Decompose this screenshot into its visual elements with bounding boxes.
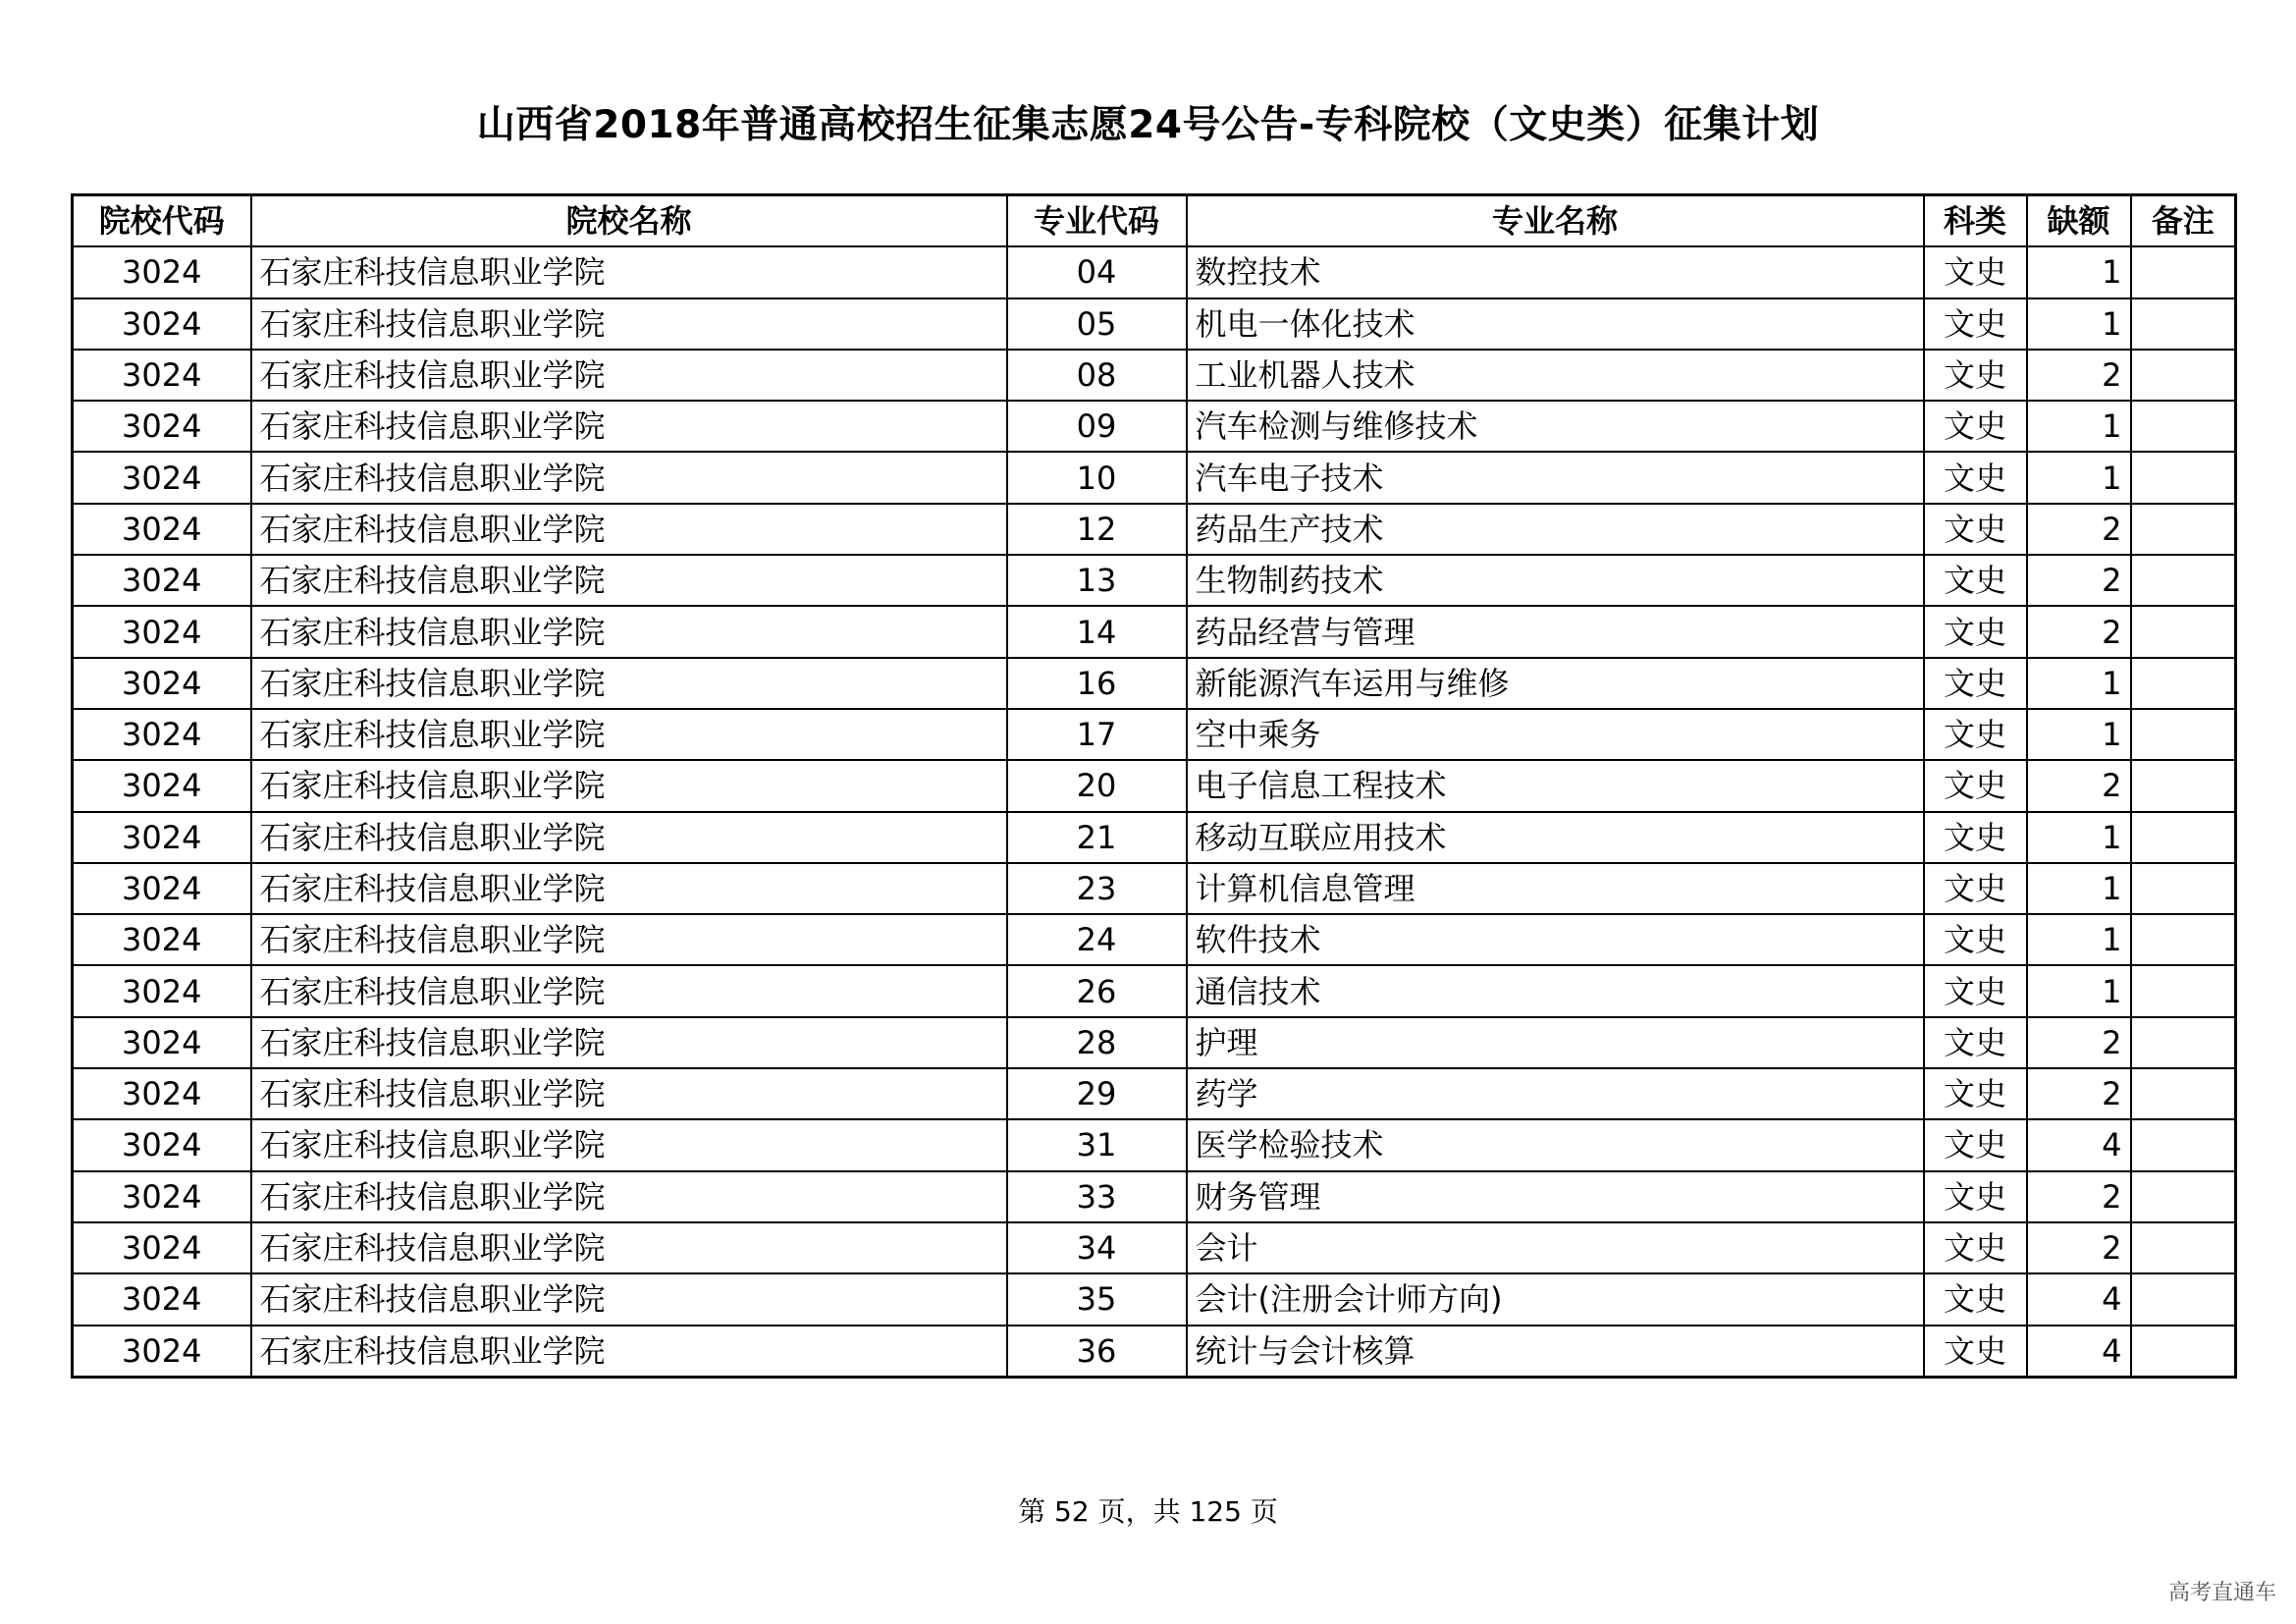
- cell-school-code: 3024: [73, 1326, 251, 1378]
- cell-school-code: 3024: [73, 760, 251, 811]
- cell-school-code: 3024: [73, 298, 251, 350]
- cell-remarks: [2131, 555, 2236, 606]
- header-school-name: 院校名称: [251, 195, 1007, 247]
- cell-remarks: [2131, 401, 2236, 452]
- table-row: [73, 812, 2236, 863]
- cell-remarks: [2131, 350, 2236, 401]
- cell-major-code: 14: [1007, 606, 1187, 657]
- cell-category: 文史: [1924, 658, 2027, 709]
- cell-major-code: 17: [1007, 709, 1187, 760]
- cell-major-code: 08: [1007, 350, 1187, 401]
- cell-school-code: 3024: [73, 812, 251, 863]
- cell-school-name: 石家庄科技信息职业学院: [251, 401, 1007, 452]
- cell-category: 文史: [1924, 812, 2027, 863]
- cell-school-code: 3024: [73, 965, 251, 1016]
- cell-category: 文史: [1924, 246, 2027, 298]
- cell-major-code: 04: [1007, 246, 1187, 298]
- cell-school-name: 石家庄科技信息职业学院: [251, 606, 1007, 657]
- cell-school-name: 石家庄科技信息职业学院: [251, 658, 1007, 709]
- cell-remarks: [2131, 246, 2236, 298]
- cell-school-code: 3024: [73, 1068, 251, 1119]
- header-vacancy: 缺额: [2027, 195, 2131, 247]
- cell-school-code: 3024: [73, 401, 251, 452]
- cell-vacancy: 2: [2027, 1017, 2131, 1068]
- cell-school-code: 3024: [73, 350, 251, 401]
- cell-school-code: 3024: [73, 452, 251, 503]
- cell-major-name: 财务管理: [1187, 1171, 1924, 1222]
- cell-major-name: 机电一体化技术: [1187, 298, 1924, 350]
- cell-major-name: 空中乘务: [1187, 709, 1924, 760]
- cell-vacancy: 4: [2027, 1326, 2131, 1378]
- cell-remarks: [2131, 1326, 2236, 1378]
- table-row: [73, 760, 2236, 811]
- cell-remarks: [2131, 1171, 2236, 1222]
- cell-category: 文史: [1924, 504, 2027, 555]
- cell-remarks: [2131, 504, 2236, 555]
- cell-school-code: 3024: [73, 863, 251, 914]
- cell-school-code: 3024: [73, 658, 251, 709]
- cell-major-name: 会计(注册会计师方向): [1187, 1273, 1924, 1325]
- cell-remarks: [2131, 1222, 2236, 1273]
- table-row: [73, 1273, 2236, 1325]
- table-row: [73, 298, 2236, 350]
- cell-vacancy: 1: [2027, 658, 2131, 709]
- cell-major-name: 电子信息工程技术: [1187, 760, 1924, 811]
- cell-category: 文史: [1924, 914, 2027, 965]
- cell-category: 文史: [1924, 863, 2027, 914]
- table-row: [73, 658, 2236, 709]
- cell-major-name: 药品经营与管理: [1187, 606, 1924, 657]
- table-row: [73, 1119, 2236, 1170]
- cell-major-code: 16: [1007, 658, 1187, 709]
- cell-remarks: [2131, 1017, 2236, 1068]
- cell-category: 文史: [1924, 1326, 2027, 1378]
- cell-category: 文史: [1924, 606, 2027, 657]
- cell-major-name: 计算机信息管理: [1187, 863, 1924, 914]
- cell-major-code: 36: [1007, 1326, 1187, 1378]
- cell-school-name: 石家庄科技信息职业学院: [251, 1068, 1007, 1119]
- cell-major-name: 药学: [1187, 1068, 1924, 1119]
- table-row: [73, 452, 2236, 503]
- cell-remarks: [2131, 1119, 2236, 1170]
- cell-remarks: [2131, 709, 2236, 760]
- cell-school-name: 石家庄科技信息职业学院: [251, 1326, 1007, 1378]
- cell-category: 文史: [1924, 1017, 2027, 1068]
- cell-school-code: 3024: [73, 1017, 251, 1068]
- cell-vacancy: 1: [2027, 863, 2131, 914]
- header-category: 科类: [1924, 195, 2027, 247]
- cell-major-code: 31: [1007, 1119, 1187, 1170]
- cell-school-name: 石家庄科技信息职业学院: [251, 760, 1007, 811]
- cell-category: 文史: [1924, 1171, 2027, 1222]
- header-major-code: 专业代码: [1007, 195, 1187, 247]
- cell-remarks: [2131, 1068, 2236, 1119]
- cell-vacancy: 1: [2027, 965, 2131, 1016]
- cell-major-name: 医学检验技术: [1187, 1119, 1924, 1170]
- cell-remarks: [2131, 863, 2236, 914]
- cell-major-code: 24: [1007, 914, 1187, 965]
- cell-major-name: 工业机器人技术: [1187, 350, 1924, 401]
- cell-vacancy: 1: [2027, 298, 2131, 350]
- watermark-text: 高考直通车: [2167, 1581, 2276, 1605]
- table-row: [73, 1068, 2236, 1119]
- cell-major-code: 05: [1007, 298, 1187, 350]
- cell-remarks: [2131, 452, 2236, 503]
- table-row: [73, 1171, 2236, 1222]
- header-major-name: 专业名称: [1187, 195, 1924, 247]
- cell-school-code: 3024: [73, 709, 251, 760]
- cell-school-code: 3024: [73, 1222, 251, 1273]
- cell-major-code: 23: [1007, 863, 1187, 914]
- cell-major-code: 21: [1007, 812, 1187, 863]
- cell-category: 文史: [1924, 965, 2027, 1016]
- cell-category: 文史: [1924, 760, 2027, 811]
- cell-vacancy: 4: [2027, 1119, 2131, 1170]
- cell-category: 文史: [1924, 555, 2027, 606]
- page-number: 第 52 页，共 125 页: [1018, 1495, 1278, 1528]
- cell-major-name: 统计与会计核算: [1187, 1326, 1924, 1378]
- cell-category: 文史: [1924, 709, 2027, 760]
- cell-remarks: [2131, 760, 2236, 811]
- cell-vacancy: 2: [2027, 606, 2131, 657]
- cell-school-code: 3024: [73, 914, 251, 965]
- cell-school-name: 石家庄科技信息职业学院: [251, 504, 1007, 555]
- cell-remarks: [2131, 812, 2236, 863]
- cell-school-code: 3024: [73, 1171, 251, 1222]
- cell-school-code: 3024: [73, 606, 251, 657]
- cell-school-name: 石家庄科技信息职业学院: [251, 965, 1007, 1016]
- cell-category: 文史: [1924, 401, 2027, 452]
- table-header-row: [73, 195, 2236, 247]
- cell-school-name: 石家庄科技信息职业学院: [251, 1119, 1007, 1170]
- cell-school-code: 3024: [73, 1273, 251, 1325]
- cell-major-code: 29: [1007, 1068, 1187, 1119]
- cell-remarks: [2131, 658, 2236, 709]
- cell-major-code: 26: [1007, 965, 1187, 1016]
- cell-major-name: 会计: [1187, 1222, 1924, 1273]
- cell-vacancy: 1: [2027, 246, 2131, 298]
- cell-major-code: 20: [1007, 760, 1187, 811]
- cell-school-name: 石家庄科技信息职业学院: [251, 1222, 1007, 1273]
- header-school-code: 院校代码: [73, 195, 251, 247]
- table-row: [73, 555, 2236, 606]
- cell-major-name: 新能源汽车运用与维修: [1187, 658, 1924, 709]
- cell-major-code: 33: [1007, 1171, 1187, 1222]
- table-row: [73, 709, 2236, 760]
- cell-school-code: 3024: [73, 246, 251, 298]
- cell-major-name: 汽车检测与维修技术: [1187, 401, 1924, 452]
- cell-school-name: 石家庄科技信息职业学院: [251, 1171, 1007, 1222]
- table-row: [73, 606, 2236, 657]
- cell-vacancy: 1: [2027, 452, 2131, 503]
- enrollment-plan-table: [71, 193, 2237, 1379]
- cell-school-name: 石家庄科技信息职业学院: [251, 709, 1007, 760]
- cell-school-name: 石家庄科技信息职业学院: [251, 298, 1007, 350]
- cell-school-name: 石家庄科技信息职业学院: [251, 1273, 1007, 1325]
- cell-vacancy: 2: [2027, 1171, 2131, 1222]
- table-row: [73, 863, 2236, 914]
- cell-remarks: [2131, 606, 2236, 657]
- cell-major-code: 28: [1007, 1017, 1187, 1068]
- cell-major-code: 35: [1007, 1273, 1187, 1325]
- cell-major-name: 生物制药技术: [1187, 555, 1924, 606]
- cell-major-name: 移动互联应用技术: [1187, 812, 1924, 863]
- cell-vacancy: 2: [2027, 504, 2131, 555]
- cell-school-code: 3024: [73, 555, 251, 606]
- cell-school-code: 3024: [73, 504, 251, 555]
- cell-school-name: 石家庄科技信息职业学院: [251, 914, 1007, 965]
- cell-major-code: 10: [1007, 452, 1187, 503]
- cell-vacancy: 2: [2027, 350, 2131, 401]
- cell-major-code: 34: [1007, 1222, 1187, 1273]
- cell-vacancy: 2: [2027, 1222, 2131, 1273]
- cell-remarks: [2131, 965, 2236, 1016]
- cell-school-name: 石家庄科技信息职业学院: [251, 555, 1007, 606]
- header-remarks: 备注: [2131, 195, 2236, 247]
- table-row: [73, 1222, 2236, 1273]
- cell-school-name: 石家庄科技信息职业学院: [251, 863, 1007, 914]
- cell-school-name: 石家庄科技信息职业学院: [251, 246, 1007, 298]
- cell-major-name: 汽车电子技术: [1187, 452, 1924, 503]
- table-row: [73, 350, 2236, 401]
- cell-category: 文史: [1924, 1068, 2027, 1119]
- cell-school-name: 石家庄科技信息职业学院: [251, 350, 1007, 401]
- cell-category: 文史: [1924, 1273, 2027, 1325]
- cell-category: 文史: [1924, 298, 2027, 350]
- cell-vacancy: 2: [2027, 555, 2131, 606]
- cell-major-code: 12: [1007, 504, 1187, 555]
- cell-school-name: 石家庄科技信息职业学院: [251, 1017, 1007, 1068]
- table-row: [73, 914, 2236, 965]
- table-row: [73, 965, 2236, 1016]
- cell-vacancy: 1: [2027, 812, 2131, 863]
- cell-major-name: 通信技术: [1187, 965, 1924, 1016]
- cell-category: 文史: [1924, 1222, 2027, 1273]
- cell-vacancy: 2: [2027, 760, 2131, 811]
- cell-major-code: 09: [1007, 401, 1187, 452]
- cell-major-name: 药品生产技术: [1187, 504, 1924, 555]
- cell-vacancy: 2: [2027, 1068, 2131, 1119]
- cell-school-name: 石家庄科技信息职业学院: [251, 452, 1007, 503]
- table-row: [73, 1326, 2236, 1378]
- cell-major-name: 软件技术: [1187, 914, 1924, 965]
- cell-vacancy: 1: [2027, 401, 2131, 452]
- cell-remarks: [2131, 298, 2236, 350]
- cell-major-name: 护理: [1187, 1017, 1924, 1068]
- page-title: 山西省2018年普通高校招生征集志愿24号公告-专科院校（文史类）征集计划: [476, 103, 1820, 147]
- cell-school-code: 3024: [73, 1119, 251, 1170]
- cell-category: 文史: [1924, 1119, 2027, 1170]
- cell-vacancy: 4: [2027, 1273, 2131, 1325]
- table-row: [73, 1017, 2236, 1068]
- cell-vacancy: 1: [2027, 709, 2131, 760]
- cell-category: 文史: [1924, 452, 2027, 503]
- table-row: [73, 401, 2236, 452]
- cell-school-name: 石家庄科技信息职业学院: [251, 812, 1007, 863]
- table-row: [73, 504, 2236, 555]
- cell-remarks: [2131, 914, 2236, 965]
- cell-remarks: [2131, 1273, 2236, 1325]
- table-row: [73, 246, 2236, 298]
- cell-vacancy: 1: [2027, 914, 2131, 965]
- table-body: [73, 246, 2236, 1377]
- cell-major-name: 数控技术: [1187, 246, 1924, 298]
- cell-category: 文史: [1924, 350, 2027, 401]
- cell-major-code: 13: [1007, 555, 1187, 606]
